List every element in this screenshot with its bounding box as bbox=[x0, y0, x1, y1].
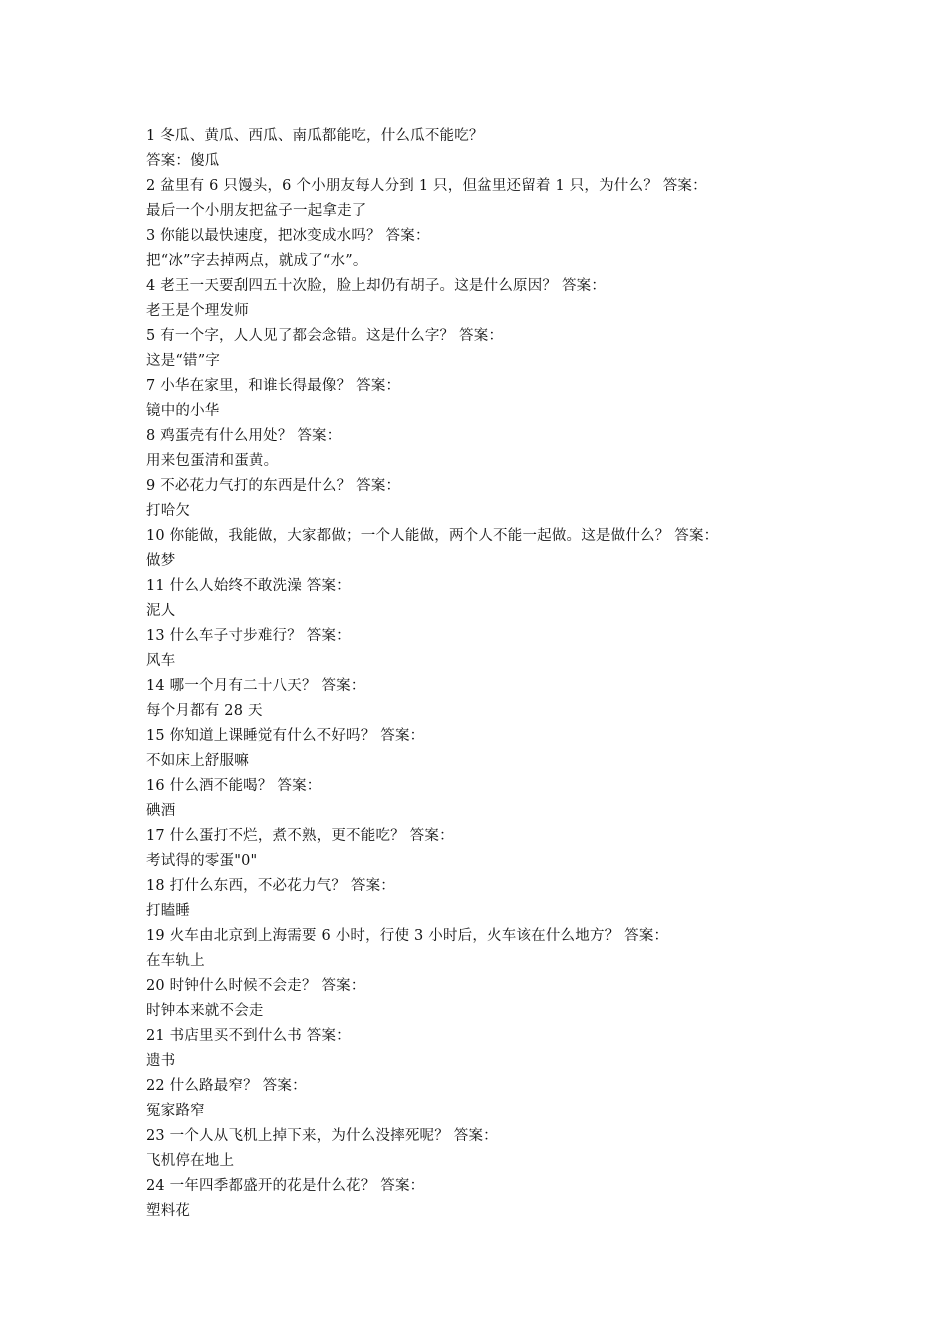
riddle-answer-13: 风车 bbox=[146, 653, 176, 669]
riddle-answer-5: 这是“错”字 bbox=[146, 353, 221, 369]
riddle-question-18: 18 打什么东西，不必花力气？ 答案： bbox=[146, 878, 395, 894]
riddle-answer-7: 镜中的小华 bbox=[146, 403, 220, 419]
riddle-question-10: 10 你能做，我能做，大家都做；一个人能做，两个人不能一起做。这是做什么？ 答案： bbox=[146, 528, 719, 544]
riddle-answer-19: 在车轨上 bbox=[146, 953, 205, 969]
riddle-answer-18: 打瞌睡 bbox=[146, 903, 191, 919]
riddle-answer-15: 不如床上舒服嘛 bbox=[146, 753, 249, 769]
riddle-answer-14: 每个月都有 28 天 bbox=[146, 703, 263, 719]
riddle-answer-9: 打哈欠 bbox=[146, 503, 191, 519]
riddle-question-13: 13 什么车子寸步难行？ 答案： bbox=[146, 628, 351, 644]
riddle-answer-22: 冤家路窄 bbox=[146, 1103, 205, 1119]
riddle-answer-3: 把“冰”字去掉两点，就成了“水”。 bbox=[146, 253, 368, 269]
riddle-question-21: 21 书店里买不到什么书 答案： bbox=[146, 1028, 351, 1044]
riddle-answer-8: 用来包蛋清和蛋黄。 bbox=[146, 453, 279, 469]
riddle-question-19: 19 火车由北京到上海需要 6 小时，行使 3 小时后，火车该在什么地方？ 答案： bbox=[146, 928, 669, 944]
riddle-question-7: 7 小华在家里，和谁长得最像？ 答案： bbox=[146, 378, 401, 394]
riddle-question-14: 14 哪一个月有二十八天？ 答案： bbox=[146, 678, 366, 694]
riddle-question-22: 22 什么路最窄？ 答案： bbox=[146, 1078, 307, 1094]
riddle-question-9: 9 不必花力气打的东西是什么？ 答案： bbox=[146, 478, 401, 494]
riddle-answer-17: 考试得的零蛋"0" bbox=[146, 853, 258, 869]
riddle-answer-10: 做梦 bbox=[146, 553, 176, 569]
riddle-answer-16: 碘酒 bbox=[146, 803, 176, 819]
riddle-question-20: 20 时钟什么时候不会走？ 答案： bbox=[146, 978, 366, 994]
riddle-question-24: 24 一年四季都盛开的花是什么花？ 答案： bbox=[146, 1178, 425, 1194]
riddle-question-8: 8 鸡蛋壳有什么用处？ 答案： bbox=[146, 428, 342, 444]
riddle-answer-4: 老王是个理发师 bbox=[146, 303, 249, 319]
riddle-question-23: 23 一个人从飞机上掉下来，为什么没摔死呢？ 答案： bbox=[146, 1128, 498, 1144]
riddle-question-4: 4 老王一天要刮四五十次脸，脸上却仍有胡子。这是什么原因？ 答案： bbox=[146, 278, 607, 294]
riddle-answer-21: 遗书 bbox=[146, 1053, 176, 1069]
riddle-question-5: 5 有一个字，人人见了都会念错。这是什么字？ 答案： bbox=[146, 328, 504, 344]
riddle-question-2: 2 盆里有 6 只馒头，6 个小朋友每人分到 1 只，但盆里还留着 1 只，为什么？ 答案： bbox=[146, 178, 707, 194]
riddle-answer-23: 飞机停在地上 bbox=[146, 1153, 235, 1169]
riddle-answer-24: 塑料花 bbox=[146, 1203, 191, 1219]
riddle-answer-20: 时钟本来就不会走 bbox=[146, 1003, 264, 1019]
riddle-answer-11: 泥人 bbox=[146, 603, 176, 619]
riddle-text-block bbox=[146, 124, 806, 1224]
riddle-answer-1: 答案：傻瓜 bbox=[146, 153, 220, 169]
riddle-question-17: 17 什么蛋打不烂，煮不熟，更不能吃？ 答案： bbox=[146, 828, 454, 844]
riddle-question-16: 16 什么酒不能喝？ 答案： bbox=[146, 778, 322, 794]
riddle-answer-2: 最后一个小朋友把盆子一起拿走了 bbox=[146, 203, 367, 219]
riddle-question-11: 11 什么人始终不敢洗澡 答案： bbox=[146, 578, 351, 594]
riddle-question-15: 15 你知道上课睡觉有什么不好吗？ 答案： bbox=[146, 728, 425, 744]
riddle-question-1: 1 冬瓜、黄瓜、西瓜、南瓜都能吃，什么瓜不能吃？ bbox=[146, 128, 484, 144]
riddle-question-3: 3 你能以最快速度，把冰变成水吗？ 答案： bbox=[146, 228, 430, 244]
